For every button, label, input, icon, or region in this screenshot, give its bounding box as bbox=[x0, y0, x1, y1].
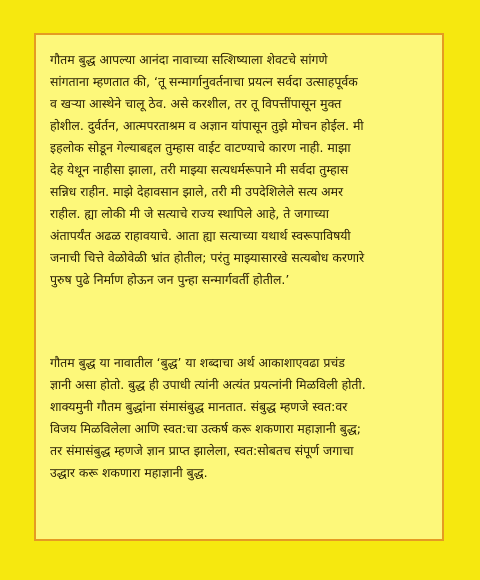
paragraph-line: गौतम बुद्ध या नावातील ‘बुद्ध’ या शब्दाचा अर्थ आकाशाएवढा प्रचंड bbox=[50, 355, 345, 370]
paragraph-line: देह येथून नाहीसा झाला, तरी माझ्या सत्यधर्मरूपाने मी सर्वदा तुम्हास bbox=[50, 162, 349, 177]
paragraph-line: शाक्यमुनी गौतम बुद्धांना संमासंबुद्ध मानतात. संबुद्ध म्हणजे स्वत:वर bbox=[50, 399, 348, 414]
paragraph-line: तर संमासंबुद्ध म्हणजे ज्ञान प्राप्त झालेला, स्वत:सोबतच संपूर्ण जगाचा bbox=[50, 443, 354, 458]
paragraph-line: राहील. ह्या लोकी मी जे सत्याचे राज्य स्थापिले आहे, ते जगाच्या bbox=[50, 206, 329, 221]
paragraph-line: गौतम बुद्ध आपल्या आनंदा नावाच्या सत्शिष्याला शेवटचे सांगणे bbox=[50, 52, 328, 67]
paragraph-1 bbox=[50, 49, 434, 291]
paragraph-line: जनाची चित्ते वेळोवेळी भ्रांत होतील; परंतु माझ्यासारखे सत्यबोध करणारे bbox=[50, 250, 365, 265]
paragraph-line: इहलोक सोडून गेल्याबद्दल तुम्हास वाईट वाटण्याचे कारण नाही. माझा bbox=[50, 140, 351, 155]
paragraph-line: ज्ञानी असा होतो. बुद्ध ही उपाधी त्यांनी अत्यंत प्रयत्नांनी मिळविली होती. bbox=[50, 377, 366, 392]
paragraph-line: विजय मिळविलेला आणि स्वत:चा उत्कर्ष करू शकणारा महाज्ञानी बुद्ध; bbox=[50, 421, 361, 436]
paragraph-line: सन्निध राहीन. माझे देहावसान झाले, तरी मी उपदेशिलेले सत्य अमर bbox=[50, 184, 344, 199]
paragraph-line: होशील. दुर्वर्तन, आत्मपरताश्रम व अज्ञान यांपासून तुझे मोचन होईल. मी bbox=[50, 118, 364, 133]
paragraph-line: सांगताना म्हणतात की, ‘तू सन्मार्गानुवर्तनाचा प्रयत्न सर्वदा उत्साहपूर्वक bbox=[50, 74, 358, 89]
paragraph-2 bbox=[50, 352, 434, 484]
paragraph-line: पुरुष पुढे निर्माण होऊन जन पुन्हा सन्मार्गवर्ती होतील.’ bbox=[50, 272, 290, 287]
paragraph-line: उद्धार करू शकणारा महाज्ञानी बुद्ध. bbox=[50, 465, 208, 480]
paragraph-line: व खऱ्या आस्थेने चालू ठेव. असे करशील, तर तू विपत्तींपासून मुक्त bbox=[50, 96, 342, 111]
paragraph-line: अंतापर्यंत अढळ राहावयाचे. आता ह्या सत्याच्या यथार्थ स्वरूपाविषयी bbox=[50, 228, 351, 243]
